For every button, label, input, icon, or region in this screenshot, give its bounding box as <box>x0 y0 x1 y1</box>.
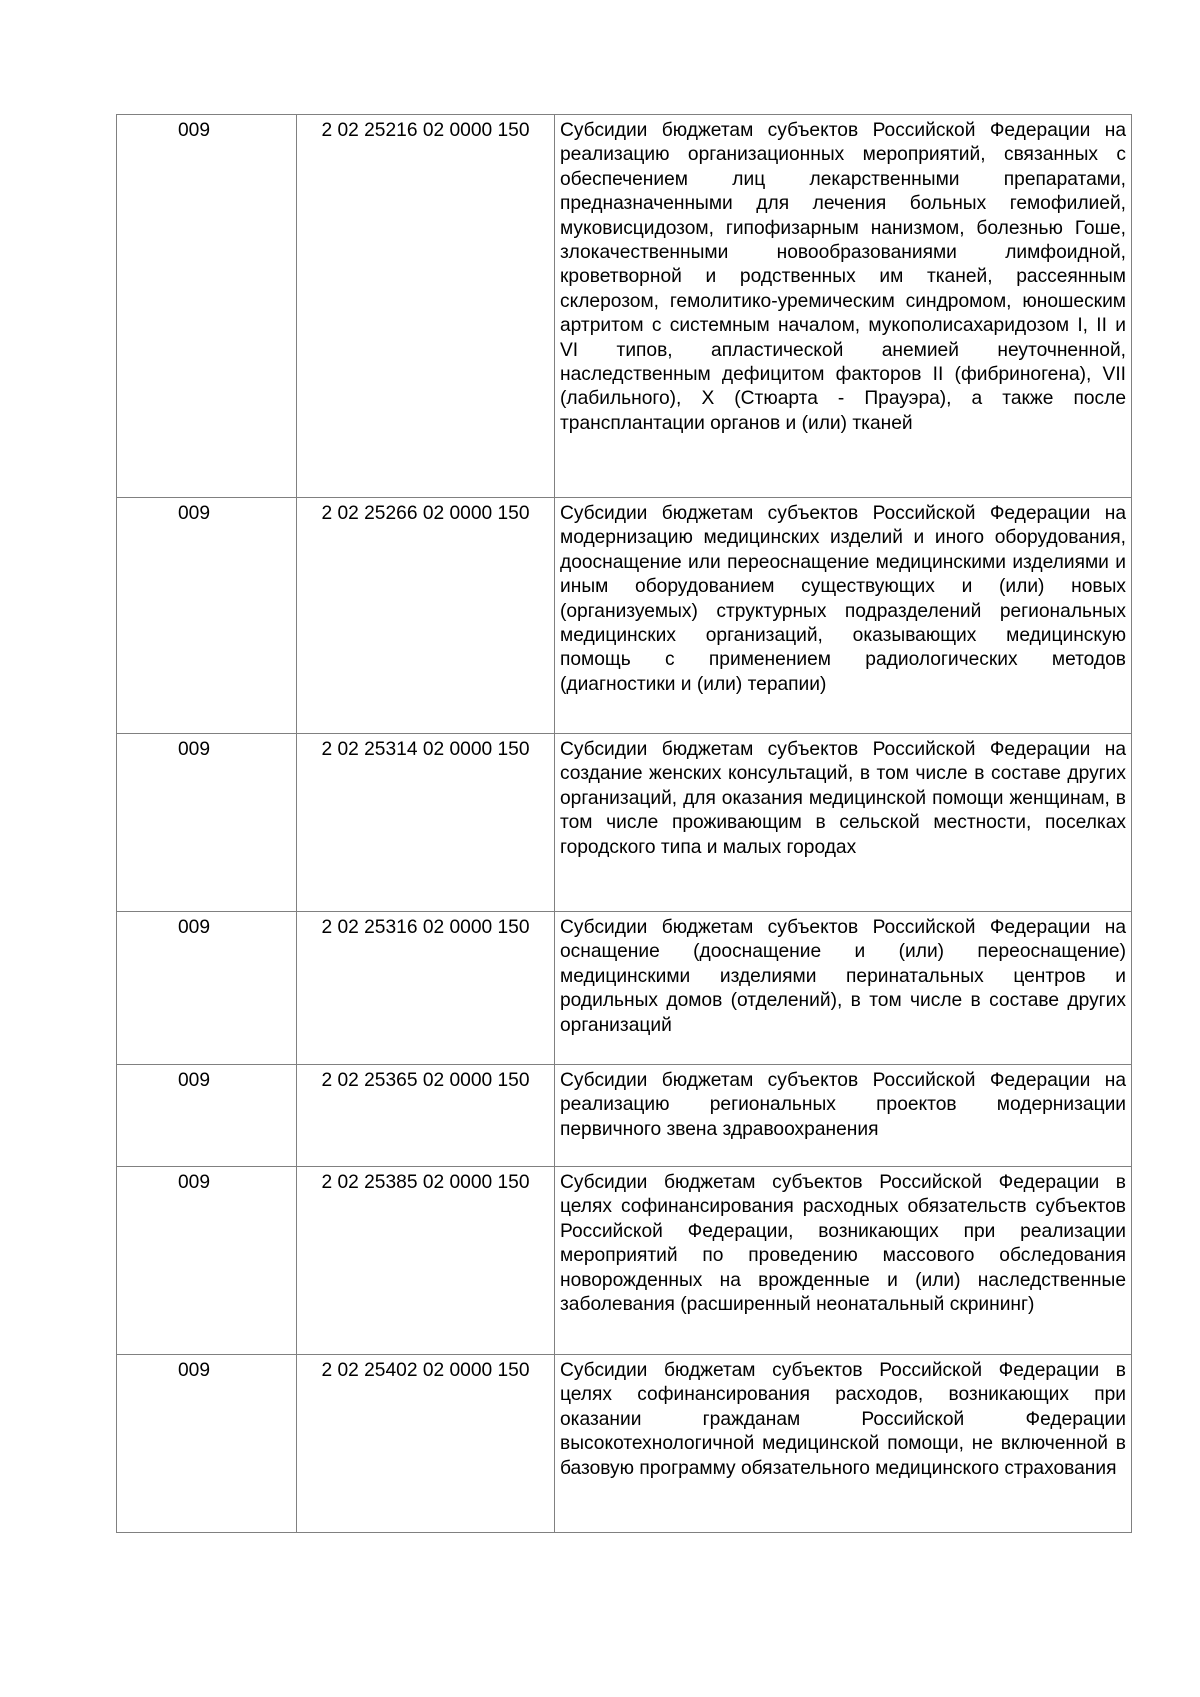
table-row <box>117 498 1132 734</box>
admin-code-cell: 009 <box>117 1167 297 1355</box>
budget-code-cell: 2 02 25316 02 0000 150 <box>297 912 555 1065</box>
budget-code-cell: 2 02 25314 02 0000 150 <box>297 734 555 912</box>
table-row <box>117 912 1132 1065</box>
description-cell: Субсидии бюджетам субъектов Российской Федерации на оснащение (дооснащение и (или) переоснащение) медицинскими изделиями перинатальных центров и родильных домов (отделений), в том числе в составе других организаций <box>555 912 1132 1065</box>
description-cell: Субсидии бюджетам субъектов Российской Федерации на реализацию региональных проектов модернизации первичного звена здравоохранения <box>555 1065 1132 1167</box>
admin-code-cell: 009 <box>117 912 297 1065</box>
budget-code-cell: 2 02 25266 02 0000 150 <box>297 498 555 734</box>
table-row <box>117 1355 1132 1533</box>
budget-codes-table <box>116 114 1132 1533</box>
admin-code-cell: 009 <box>117 1065 297 1167</box>
budget-code-cell: 2 02 25216 02 0000 150 <box>297 115 555 498</box>
budget-code-cell: 2 02 25385 02 0000 150 <box>297 1167 555 1355</box>
table-row <box>117 115 1132 498</box>
table-row <box>117 1065 1132 1167</box>
description-cell: Субсидии бюджетам субъектов Российской Федерации в целях софинансирования расходных обязательств субъектов Российской Федерации, возникающих при реализации мероприятий по проведению массового обследования новорожденных на врожденные и (или) наследственные заболевания (расширенный неонатальный скрининг) <box>555 1167 1132 1355</box>
table-row <box>117 734 1132 912</box>
admin-code-cell: 009 <box>117 1355 297 1533</box>
admin-code-cell: 009 <box>117 734 297 912</box>
budget-code-cell: 2 02 25365 02 0000 150 <box>297 1065 555 1167</box>
admin-code-cell: 009 <box>117 115 297 498</box>
budget-code-cell: 2 02 25402 02 0000 150 <box>297 1355 555 1533</box>
description-cell: Субсидии бюджетам субъектов Российской Федерации на модернизацию медицинских изделий и иного оборудования, дооснащение или переоснащение медицинскими изделиями и иным оборудованием существующих и (или) новых (организуемых) структурных подразделений региональных медицинских организаций, оказывающих медицинскую помощь с применением радиологических методов (диагностики и (или) терапии) <box>555 498 1132 734</box>
table-row <box>117 1167 1132 1355</box>
description-cell: Субсидии бюджетам субъектов Российской Федерации на реализацию организационных мероприятий, связанных с обеспечением лиц лекарственными препаратами, предназначенными для лечения больных гемофилией, муковисцидозом, гипофизарным нанизмом, болезнью Гоше, злокачественными новообразованиями лимфоидной, кроветворной и родственных им тканей, рассеянным склерозом, гемолитико-уремическим синдромом, юношеским артритом с системным началом, мукополисахаридозом I, II и VI типов, апластической анемией неуточненной, наследственным дефицитом факторов II (фибриногена), VII (лабильного), X (Стюарта - Прауэра), а также после трансплантации органов и (или) тканей <box>555 115 1132 498</box>
description-cell: Субсидии бюджетам субъектов Российской Федерации в целях софинансирования расходов, возникающих при оказании гражданам Российской Федерации высокотехнологичной медицинской помощи, не включенной в базовую программу обязательного медицинского страхования <box>555 1355 1132 1533</box>
admin-code-cell: 009 <box>117 498 297 734</box>
description-cell: Субсидии бюджетам субъектов Российской Федерации на создание женских консультаций, в том числе в составе других организаций, для оказания медицинской помощи женщинам, в том числе проживающим в сельской местности, поселках городского типа и малых городах <box>555 734 1132 912</box>
